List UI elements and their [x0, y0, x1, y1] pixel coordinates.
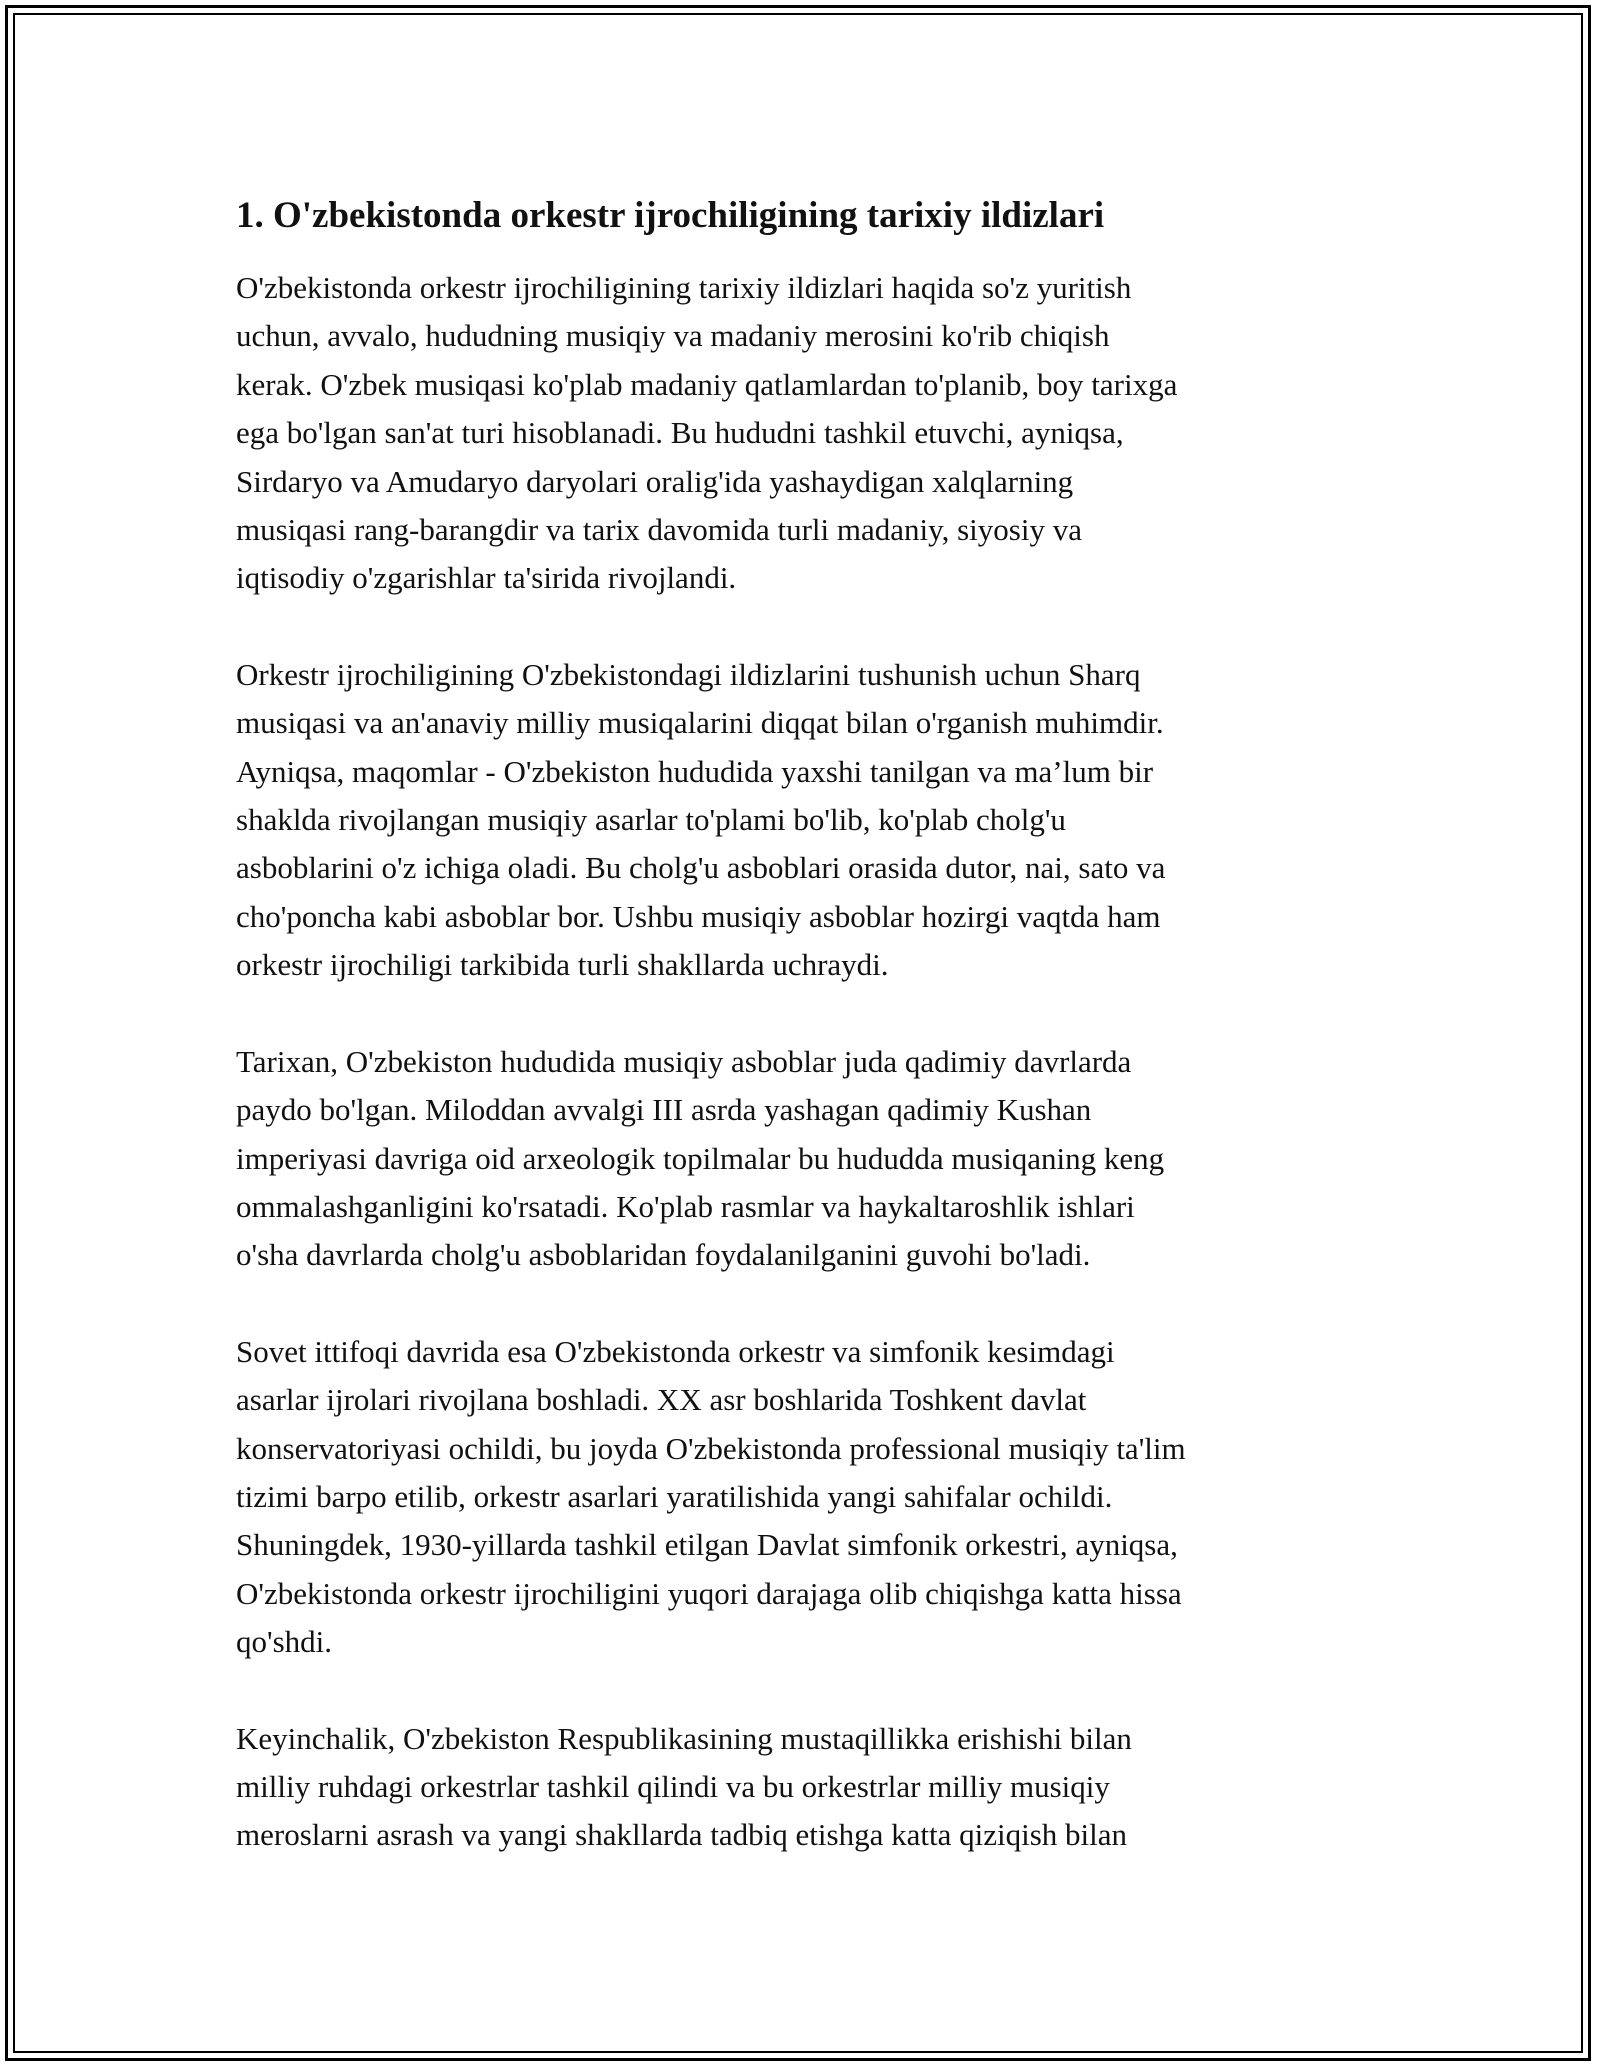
- paragraph-5: Keyinchalik, O'zbekiston Respublikasining mustaqillikka erishishi bilan milliy ruhdagi orkestrlar tashkil qilindi va bu orkestrlar milliy musiqiy meroslarni asrash va yangi shakllarda tadbiq etishga katta qiziqish bilan: [236, 1720, 1132, 1853]
- paragraph-1: O'zbekistonda orkestr ijrochiligining tarixiy ildizlari haqida so'z yuritish uchun, avvalo, hududning musiqiy va madaniy merosini ko'rib chiqish kerak. O'zbek musiqasi ko'plab madaniy qatlamlardan to'planib, boy tarixga ega bo'lgan san'at turi hisoblanadi. Bu hududni tashkil etuvchi, ayniqsa, Sirdaryo va Amudaryo daryolari oralig'ida yashaydigan xalqlarning musiqasi rang-barangdir va tarix davomida turli madaniy, siyosiy va iqtisodiy o'zgarishlar ta'sirida rivojlandi.: [236, 270, 1178, 596]
- document-body: [236, 188, 1366, 1908]
- paragraph-2: Orkestr ijrochiligining O'zbekistondagi ildizlarini tushunish uchun Sharq musiqasi va an'anaviy milliy musiqalarini diqqat bilan o'rganish muhimdir. Ayniqsa, maqomlar - O'zbekiston hududida yaxshi tanilgan va ma’lum bir shaklda rivojlangan musiqiy asarlar to'plami bo'lib, ko'plab cholg'u asboblarini o'z ichiga oladi. Bu cholg'u asboblari orasida dutor, nai, sato va cho'poncha kabi asboblar bor. Ushbu musiqiy asboblar hozirgi vaqtda ham orkestr ijrochiligi tarkibida turli shakllarda uchraydi.: [236, 656, 1166, 983]
- section-heading: 1. O'zbekistonda orkestr ijrochiligining tarixiy ildizlari: [236, 195, 1105, 236]
- paragraph-4: Sovet ittifoqi davrida esa O'zbekistonda orkestr va simfonik kesimdagi asarlar ijrolari rivojlana boshladi. XX asr boshlarida Toshkent davlat konservatoriyasi ochildi, bu joyda O'zbekistonda professional musiqiy ta'lim tizimi barpo etilib, orkestr asarlari yaratilishida yangi sahifalar ochildi. Shuningdek, 1930-yillarda tashkil etilgan Davlat simfonik orkestri, ayniqsa, O'zbekistonda orkestr ijrochiligini yuqori darajaga olib chiqishga katta hissa qo'shdi.: [236, 1333, 1186, 1660]
- paragraph-3: Tarixan, O'zbekiston hududida musiqiy asboblar juda qadimiy davrlarda paydo bo'lgan. Miloddan avvalgi III asrda yashagan qadimiy Kushan imperiyasi davriga oid arxeologik topilmalar bu hududda musiqaning keng ommalashganligini ko'rsatadi. Ko'plab rasmlar va haykaltaroshlik ishlari o'sha davrlarda cholg'u asboblaridan foydalanilganini guvohi bo'ladi.: [236, 1043, 1165, 1273]
